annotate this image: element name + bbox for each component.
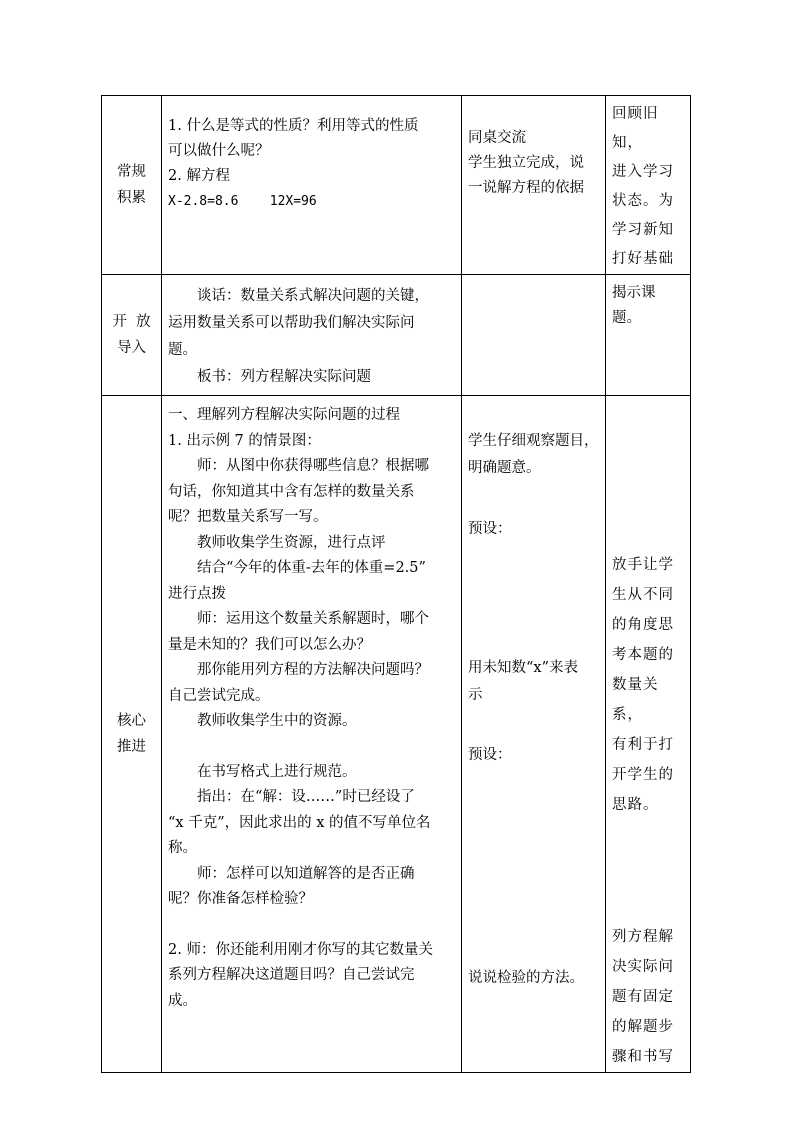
student-line: 用未知数“x”来表	[468, 660, 579, 676]
intent-line: 有利于打	[612, 737, 674, 753]
teaching-content-cell	[162, 396, 462, 1073]
content-line: 自己尝试完成。	[168, 687, 270, 704]
design-intent-cell	[606, 396, 691, 1073]
content-line: 量是未知的？我们可以怎么办？	[168, 636, 371, 653]
table-row	[102, 96, 691, 275]
stage-label-cell	[102, 396, 162, 1073]
content-line: 1. 什么是等式的性质？利用等式的性质	[168, 118, 419, 134]
student-activity-cell	[462, 96, 606, 275]
content-line: 教师收集学生资源，进行点评	[197, 534, 386, 551]
stage-label: 开 放	[112, 314, 151, 330]
intent-line: 揭示课题。	[612, 285, 656, 326]
design-intent-cell	[606, 96, 691, 275]
content-line: 成。	[168, 992, 197, 1009]
intent-line: 思路。	[612, 797, 659, 813]
student-line: 学生仔细观察题目，	[468, 433, 599, 449]
content-line: 题。	[168, 342, 197, 358]
content-line: 呢？你准备怎样检验？	[168, 891, 313, 907]
content-line: 进行点拨	[168, 585, 226, 602]
table-row	[102, 275, 691, 396]
student-line: 预设：	[468, 521, 512, 537]
content-line: 那你能用列方程的方法解决问题吗？	[197, 662, 429, 678]
content-line: 一、理解列方程解决实际问题的过程	[168, 407, 400, 423]
content-line: 师：从图中你获得哪些信息？根据哪	[197, 458, 429, 474]
intent-line: 学习新知	[612, 222, 674, 238]
intent-line: 开学生的	[612, 767, 674, 783]
intent-line: 进入学习	[612, 164, 674, 180]
teaching-content-cell	[162, 96, 462, 275]
student-activity-cell	[462, 275, 606, 396]
content-line: 系列方程解决这道题目吗？自己尝试完	[168, 967, 415, 983]
content-line: 称。	[168, 840, 197, 856]
intent-line: 决实际问	[612, 959, 674, 975]
intent-line: 题有固定	[612, 989, 674, 1005]
student-line: 一说解方程的依据	[468, 180, 584, 196]
student-line: 示	[468, 687, 483, 703]
intent-line: 打好基础	[612, 251, 674, 267]
student-line: 同桌交流	[468, 130, 526, 146]
intent-line: 考本题的	[612, 647, 674, 663]
stage-label-cell	[102, 96, 162, 275]
lesson-plan-table	[101, 95, 691, 1073]
stage-label: 导入	[117, 340, 146, 356]
content-line: 运用数量关系可以帮助我们解决实际问	[168, 315, 415, 331]
stage-label: 常规	[117, 164, 146, 180]
content-line: 师：运用这个数量关系解题时，哪个	[197, 611, 429, 627]
content-line: 2. 师：你还能利用刚才你写的其它数量关	[168, 941, 433, 958]
intent-line: 生从不同	[612, 587, 674, 603]
student-line: 学生独立完成，说	[468, 155, 584, 171]
content-line: 结合“今年的体重-去年的体重=2.5”	[197, 560, 426, 576]
design-intent-cell	[606, 275, 691, 396]
content-line: 可以做什么呢？	[168, 143, 270, 159]
content-line: 板书：列方程解决实际问题	[197, 369, 371, 385]
student-line: 说说检验的方法。	[468, 970, 584, 986]
student-activity-cell	[462, 396, 606, 1073]
stage-label: 核心	[117, 713, 146, 729]
stage-label: 推进	[117, 739, 146, 755]
stage-label-cell	[102, 275, 162, 396]
content-line: 教师收集学生中的资源。	[197, 713, 357, 729]
intent-line: 骤和书写	[612, 1049, 674, 1065]
intent-line: 列方程解	[612, 929, 674, 945]
intent-line: 放手让学	[612, 557, 674, 573]
table-row	[102, 396, 691, 1073]
content-line: 2. 解方程	[168, 168, 230, 184]
stage-label: 积累	[117, 190, 146, 206]
content-line: 师：怎样可以知道解答的是否正确	[197, 865, 415, 882]
content-line: 句话，你知道其中含有怎样的数量关系	[168, 483, 415, 500]
intent-line: 回顾旧知，	[612, 106, 659, 151]
equation-line: X-2.8=8.6 12X=96	[168, 194, 317, 209]
content-line: 指出：在“解：设……”时已经设了	[197, 789, 415, 805]
content-line: “x 千克”，因此求出的 x 的值不写单位名	[168, 814, 431, 831]
intent-line: 状态。为	[612, 193, 674, 209]
intent-line: 数量关系，	[612, 677, 659, 723]
student-line: 预设：	[468, 747, 512, 763]
intent-line: 的解题步	[612, 1019, 674, 1035]
content-line: 谈话：数量关系式解决问题的关键，	[197, 288, 429, 304]
student-line: 明确题意。	[468, 460, 541, 476]
content-line: 在书写格式上进行规范。	[197, 763, 357, 780]
intent-line: 的角度思	[612, 617, 674, 633]
content-line: 1. 出示例 7 的情景图：	[168, 432, 321, 449]
teaching-content-cell	[162, 275, 462, 396]
content-line: 呢？把数量关系写一写。	[168, 509, 328, 525]
